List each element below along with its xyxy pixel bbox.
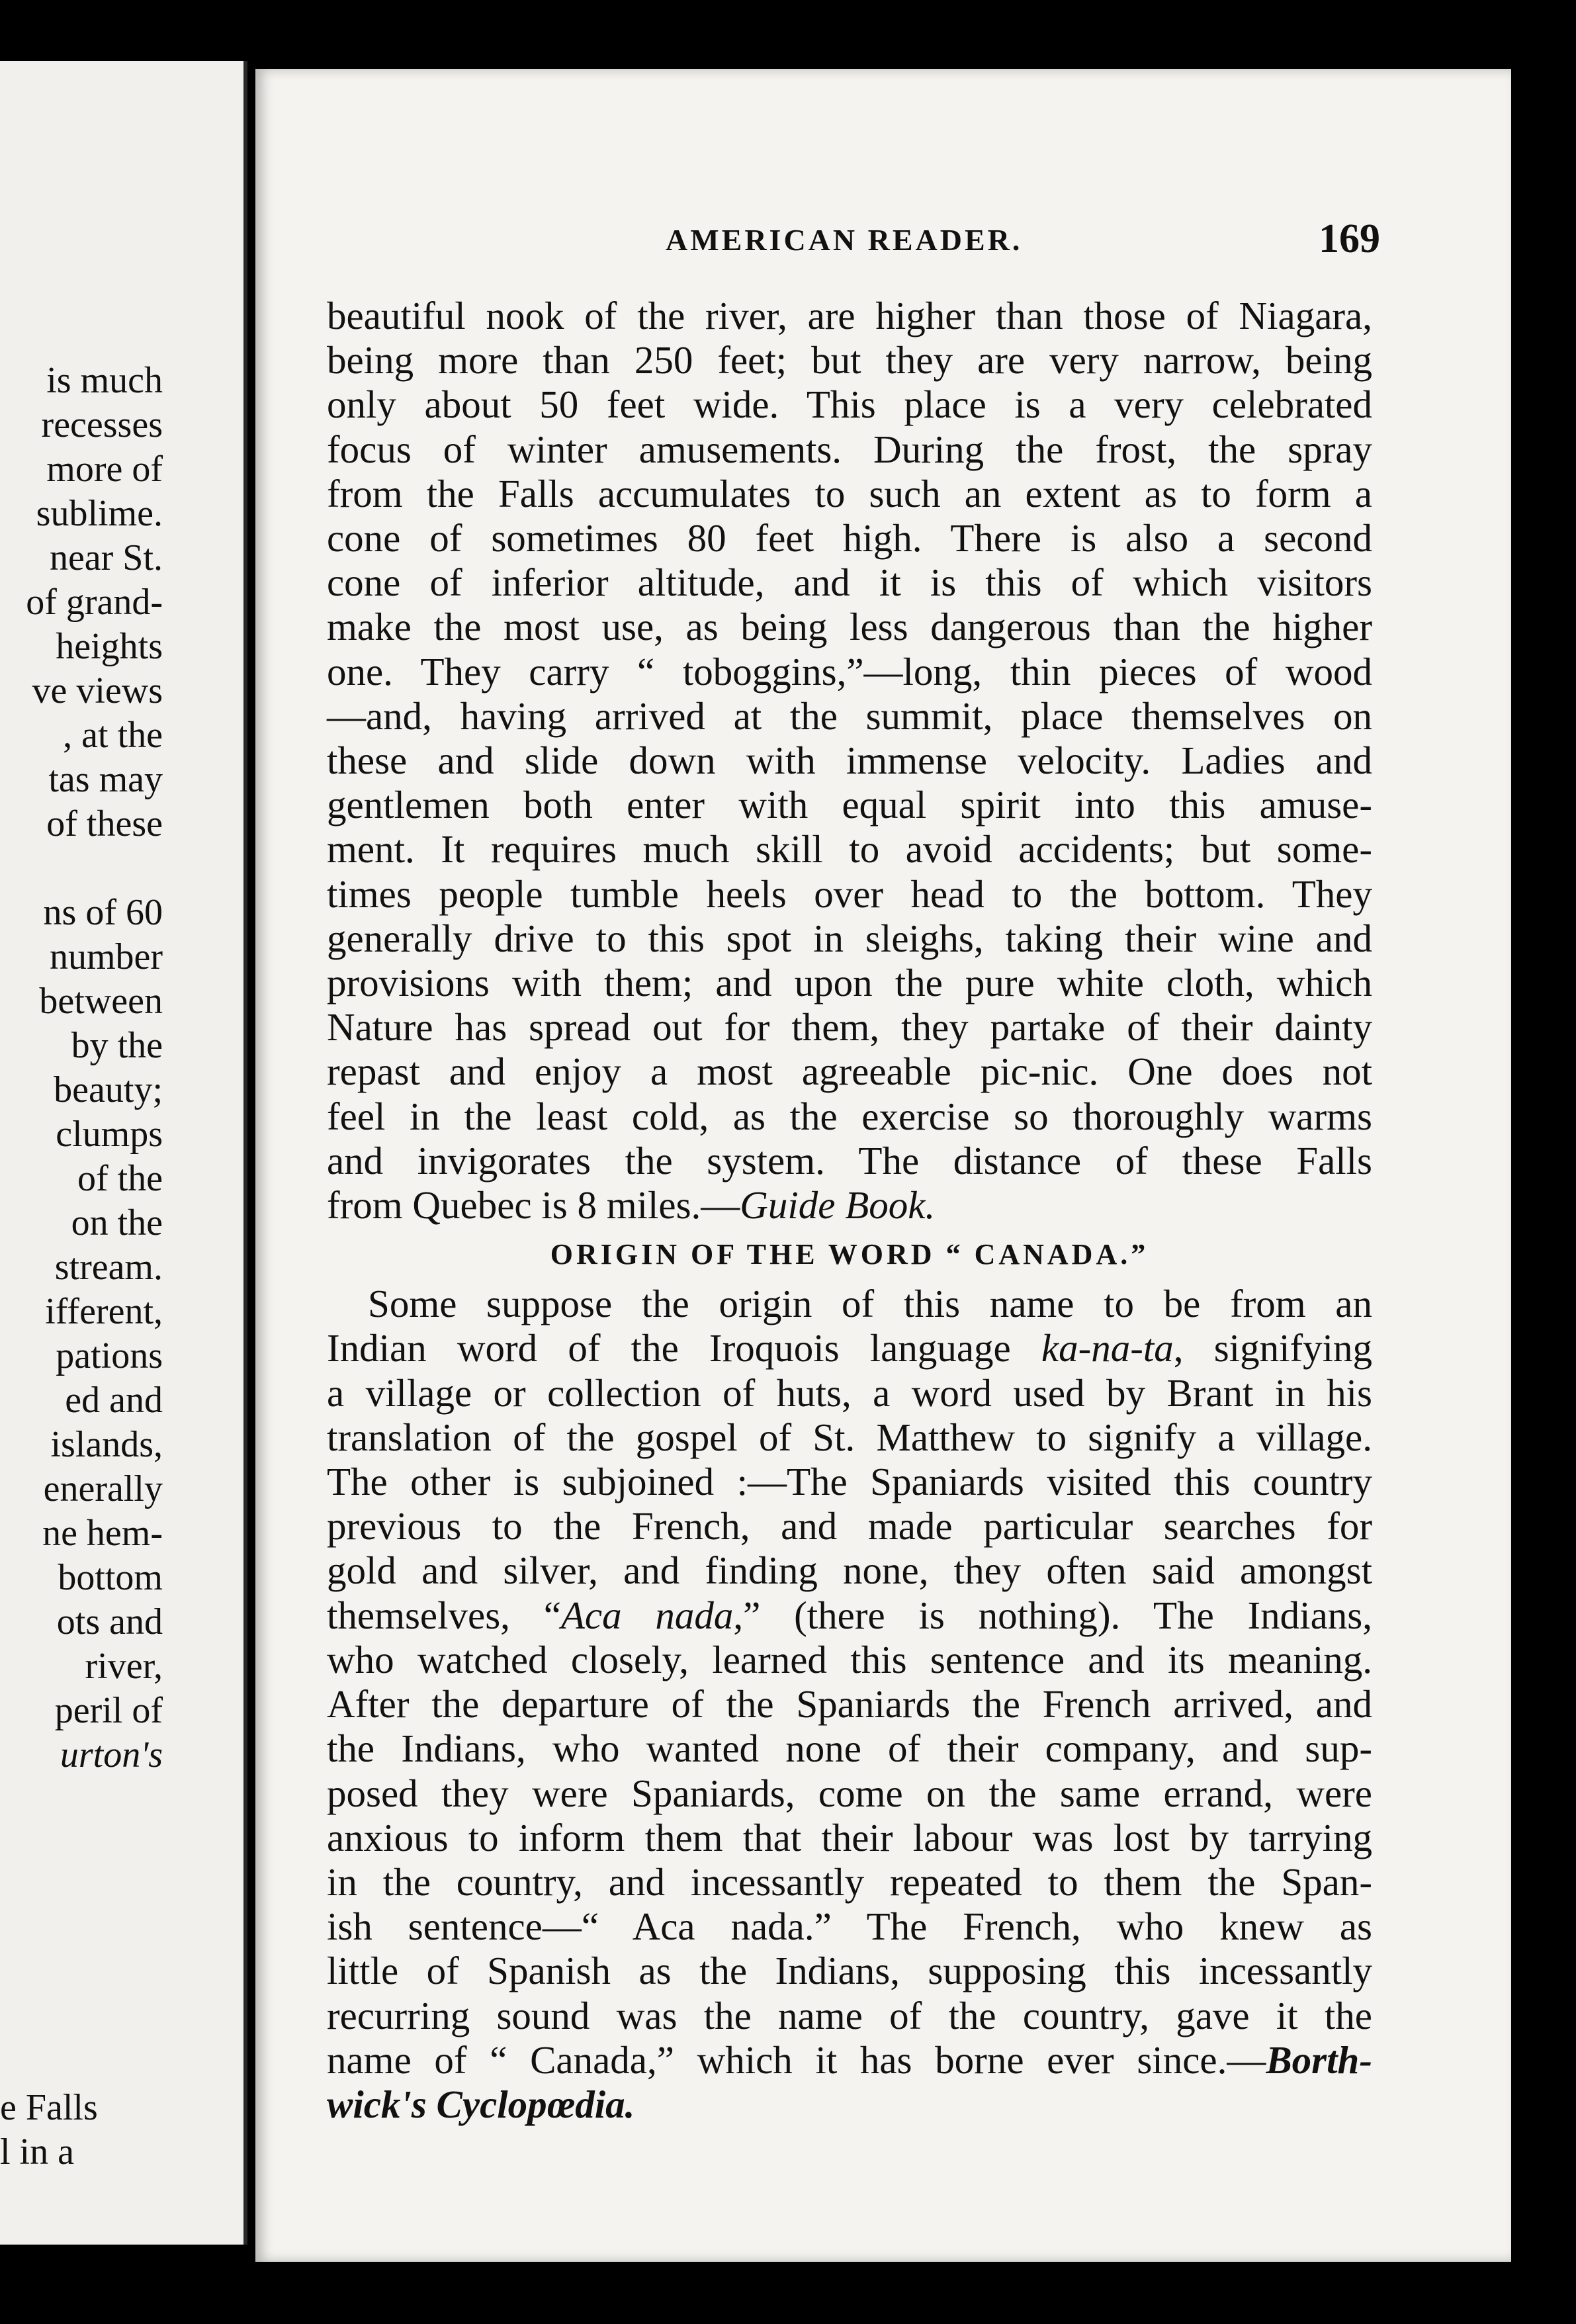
left-page-line: of grand- [26, 582, 163, 623]
text-line: these and slide down with immense velocity. Ladies and [327, 738, 1372, 783]
text-line: from the Falls accumulates to such an extent as to form a [327, 471, 1372, 515]
left-page-line: river, [85, 1646, 163, 1687]
italic-word: Aca nada [560, 1593, 734, 1637]
text-line: little of Spanish as the Indians, supposing this incessantly [327, 1949, 1372, 1993]
left-page-line: is much [46, 360, 163, 401]
text-line: feel in the least cold, as the exercise so thoroughly warms [327, 1094, 1372, 1138]
left-page-line: number [49, 936, 163, 977]
text-line: focus of winter amusements. During the frost, the spray [327, 427, 1372, 471]
text-line: Some suppose the origin of this name to be from an [368, 1282, 1372, 1326]
text-fragment: Indian word of the Iroquois language [327, 1326, 1041, 1370]
left-page-line: heights [56, 626, 163, 667]
text-line [327, 1326, 1372, 1370]
text-line: ish sentence—“ Aca nada.” The French, who knew as [327, 1904, 1372, 1949]
text-line: translation of the gospel of St. Matthew to signify a village. [327, 1415, 1372, 1459]
text-line: and invigorates the system. The distance of these Falls [327, 1138, 1372, 1183]
left-page-line: ed and [65, 1380, 163, 1421]
left-page-line: recesses [41, 404, 163, 445]
left-page-line: l in a [0, 2131, 74, 2172]
text-line: one. They carry “ toboggins,”—long, thin pieces of wood [327, 649, 1372, 693]
section-heading: ORIGIN OF THE WORD “ CANADA.” [550, 1238, 1149, 1271]
left-page-line: pations [56, 1335, 163, 1376]
text-line: provisions with them; and upon the pure white cloth, which [327, 961, 1372, 1005]
source-citation: wick's Cyclopœdia. [327, 2082, 635, 2126]
text-line: After the departure of the Spaniards the French arrived, and [327, 1682, 1372, 1726]
left-page-line: islands, [50, 1424, 163, 1465]
left-page-line: stream. [54, 1247, 163, 1288]
left-page-line: more of [46, 449, 163, 490]
text-line: recurring sound was the name of the country, gave it the [327, 1993, 1372, 2037]
source-citation: Borth- [1266, 2037, 1372, 2082]
left-page-line: ifferent, [45, 1291, 163, 1332]
text-fragment: themselves, “ [327, 1593, 561, 1637]
text-line: who watched closely, learned this sentence and its meaning. [327, 1637, 1372, 1681]
left-page-line: sublime. [36, 493, 163, 534]
text-line: in the country, and incessantly repeated to them the Span- [327, 1859, 1372, 1904]
left-page-line: ne hem- [42, 1513, 163, 1554]
left-page-line: , at the [63, 715, 163, 756]
text-line: cone of inferior altitude, and it is this of which visitors [327, 560, 1372, 605]
text-line: repast and enjoy a most agreeable pic-nic. One does not [327, 1050, 1372, 1094]
left-page-line: of these [46, 803, 163, 844]
text-line: gold and silver, and finding none, they often said amongst [327, 1548, 1372, 1593]
text-line: generally drive to this spot in sleighs, taking their wine and [327, 916, 1372, 960]
text-line [327, 1183, 1372, 1228]
text-fragment: from Quebec is 8 miles.— [327, 1183, 740, 1228]
left-page-line: ve views [32, 670, 163, 711]
left-page-text [26, 359, 163, 1777]
left-facing-page [0, 61, 247, 2245]
text-line: posed they were Spaniards, come on the same errand, were [327, 1771, 1372, 1815]
left-page-line: e Falls [0, 2087, 98, 2128]
left-page-bottom-text [0, 2086, 98, 2174]
left-page-line: near St. [49, 537, 163, 578]
left-page-line: urton's [60, 1734, 163, 1775]
left-page-line: peril of [54, 1690, 163, 1731]
text-line [327, 2038, 1372, 2082]
text-line: times people tumble heels over head to the bottom. They [327, 871, 1372, 916]
text-line: the Indians, who wanted none of their company, and sup- [327, 1726, 1372, 1771]
italic-word: ka-na-ta [1041, 1326, 1174, 1370]
left-page-line: ots and [56, 1601, 163, 1642]
text-line: ment. It requires much skill to avoid accidents; but some- [327, 827, 1372, 871]
text-line: make the most use, as being less dangerous than the higher [327, 605, 1372, 649]
source-citation: Guide Book. [740, 1183, 936, 1228]
left-page-line: clumps [56, 1114, 163, 1155]
left-page-line: between [39, 981, 163, 1022]
running-head [255, 216, 1511, 269]
text-fragment: , signifying [1173, 1326, 1372, 1370]
text-line: The other is subjoined :—The Spaniards visited this country [327, 1460, 1372, 1504]
left-page-line: on the [71, 1202, 163, 1243]
running-title: AMERICAN READER. [666, 223, 1023, 257]
left-page-line: of the [77, 1158, 163, 1199]
text-fragment: ,” (there is nothing). The Indians, [733, 1593, 1372, 1637]
section-falls-text [327, 294, 1372, 1183]
left-page-line: ns of 60 [43, 892, 163, 933]
text-line: being more than 250 feet; but they are very narrow, being [327, 338, 1372, 382]
text-line: anxious to inform them that their labour was lost by tarrying [327, 1815, 1372, 1859]
page-body [327, 294, 1372, 2127]
left-page-line: by the [71, 1025, 163, 1066]
text-line: a village or collection of huts, a word used by Brant in his [327, 1370, 1372, 1415]
text-line: —and, having arrived at the summit, place themselves on [327, 693, 1372, 738]
left-page-line: tas may [48, 759, 163, 800]
text-line: beautiful nook of the river, are higher than those of Niagara, [327, 294, 1372, 337]
left-page-line [26, 846, 163, 891]
page-number: 169 [1319, 216, 1380, 261]
text-line: only about 50 feet wide. This place is a very celebrated [327, 382, 1372, 427]
text-line: Nature has spread out for them, they partake of their dainty [327, 1005, 1372, 1050]
left-page-line: beauty; [54, 1069, 163, 1110]
text-line [327, 1593, 1372, 1638]
left-page-line: bottom [58, 1557, 163, 1598]
text-line: cone of sometimes 80 feet high. There is also a second [327, 516, 1372, 560]
left-page-line: enerally [43, 1468, 163, 1509]
text-line: gentlemen both enter with equal spirit into this amuse- [327, 783, 1372, 827]
text-line: previous to the French, and made particular searches for [327, 1504, 1372, 1548]
text-fragment: name of “ Canada,” which it has borne ever since.— [327, 2037, 1266, 2082]
right-page [255, 69, 1511, 2262]
